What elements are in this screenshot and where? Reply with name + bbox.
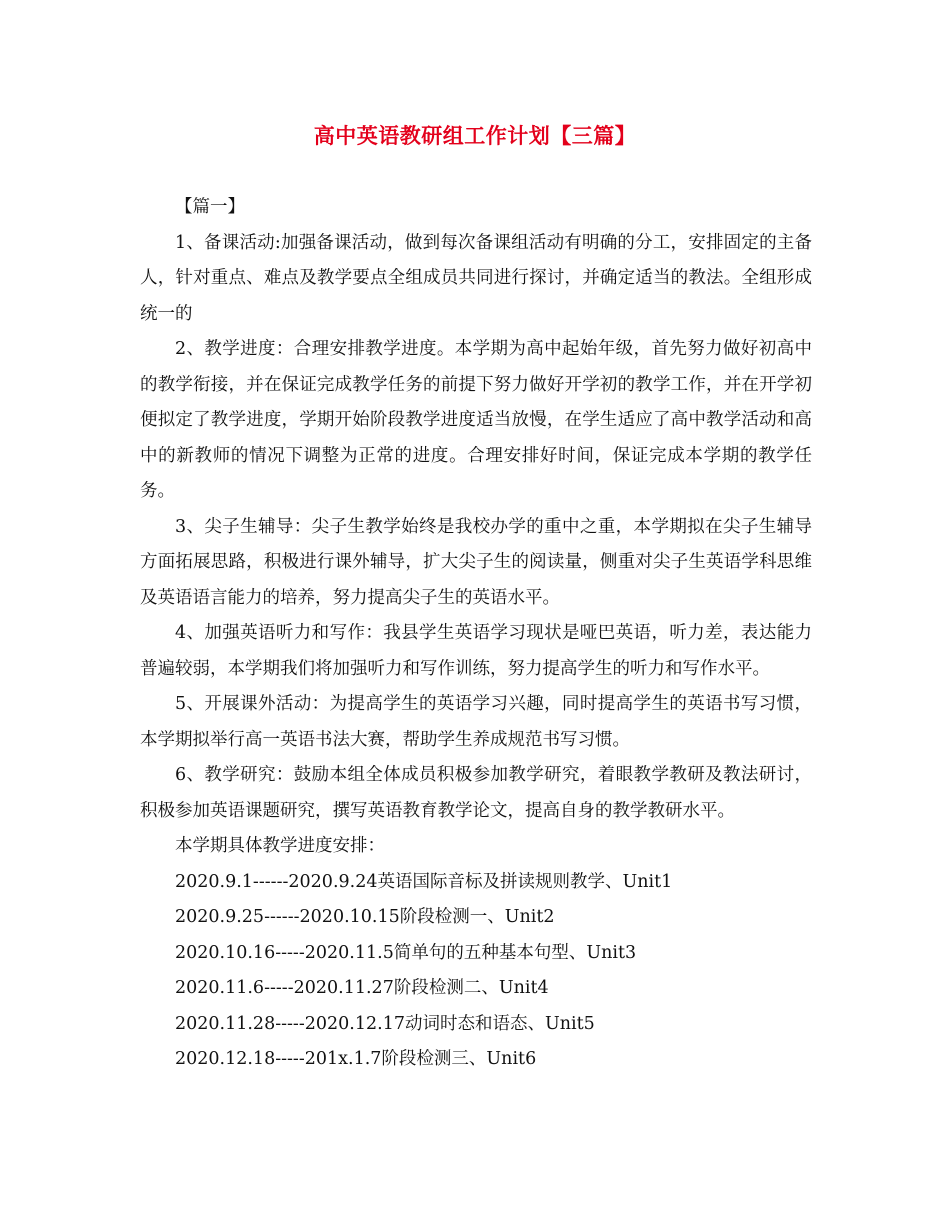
document-body: [140, 190, 812, 1078]
section-label: 【篇一】: [175, 197, 245, 217]
paragraph-top-student-tutoring: 3、尖子生辅导：尖子生教学始终是我校办学的重中之重，本学期拟在尖子生辅导方面拓展思路，积极进行课外辅导，扩大尖子生的阅读量，侧重对尖子生英语学科思维及英语语言能力的培养，努力提高尖子生的英语水平。: [140, 516, 812, 608]
paragraph-teaching-progress: 2、教学进度：合理安排教学进度。本学期为高中起始年级，首先努力做好初高中的教学衔接，并在保证完成教学任务的前提下努力做好开学初的教学工作，并在开学初便拟定了教学进度，学期开始阶段教学进度适当放慢，在学生适应了高中教学活动和高中的新教师的情况下调整为正常的进度。合理安排好时间，保证完成本学期的教学任务。: [140, 339, 812, 501]
paragraph-teaching-research: 6、教学研究：鼓励本组全体成员积极参加教学研究，着眼教学教研及教法研讨，积极参加英语课题研究，撰写英语教育教学论文，提高自身的教学教研水平。: [140, 765, 812, 821]
schedule-item: 2020.11.28-----2020.12.17动词时态和语态、Unit5: [175, 1013, 595, 1034]
paragraph-listening-writing: 4、加强英语听力和写作：我县学生英语学习现状是哑巴英语，听力差，表达能力普遍较弱，本学期我们将加强听力和写作训练，努力提高学生的听力和写作水平。: [140, 623, 812, 679]
schedule-item: 2020.10.16-----2020.11.5简单句的五种基本句型、Unit3: [175, 942, 637, 963]
schedule-item: 2020.9.1------2020.9.24英语国际音标及拼读规则教学、Unit1: [175, 871, 673, 892]
paragraph-lesson-prep: 1、备课活动:加强备课活动，做到每次备课组活动有明确的分工，安排固定的主备人，针对重点、难点及教学要点全组成员共同进行探讨，并确定适当的教法。全组形成统一的: [140, 232, 812, 324]
schedule-item: 2020.9.25------2020.10.15阶段检测一、Unit2: [175, 907, 555, 927]
schedule-item: 2020.12.18-----201x.1.7阶段检测三、Unit6: [175, 1049, 537, 1069]
schedule-item: 2020.11.6-----2020.11.27阶段检测二、Unit4: [175, 978, 549, 998]
schedule-heading: 本学期具体教学进度安排：: [175, 836, 385, 856]
document-title: 高中英语教研组工作计划【三篇】: [313, 124, 637, 148]
paragraph-extracurricular: 5、开展课外活动：为提高学生的英语学习兴趣，同时提高学生的英语书写习惯，本学期拟举行高一英语书法大赛，帮助学生养成规范书写习惯。: [140, 694, 812, 750]
